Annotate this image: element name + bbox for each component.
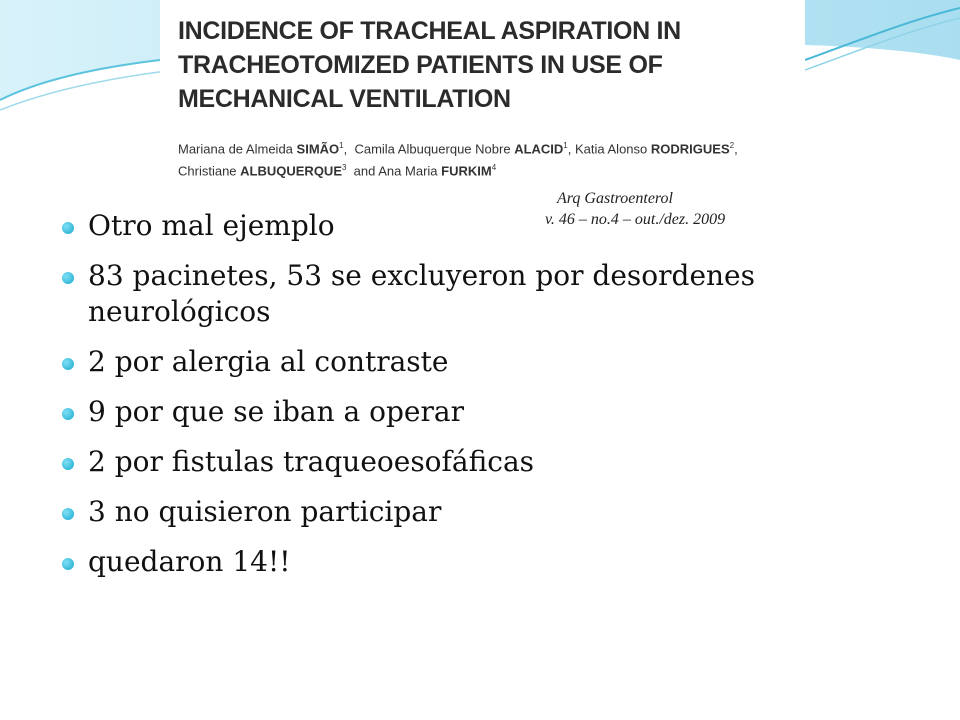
bullet-item	[62, 544, 802, 580]
bullet-text: quedaron 14!!	[88, 545, 291, 578]
authors-line-2: Christiane ALBUQUERQUE$^3$ and Ana Maria FURKIM$^4$	[178, 163, 497, 179]
author-last: FURKIM	[441, 163, 492, 179]
paper-title-line: INCIDENCE OF TRACHEAL ASPIRATION IN	[178, 17, 681, 45]
bullet-text: 2 por alergia al contraste	[88, 345, 449, 378]
bullet-text: 9 por que se iban a operar	[88, 395, 464, 428]
paper-header-image	[160, 0, 805, 200]
bullet-dot-icon	[62, 408, 74, 420]
bullet-item	[62, 208, 802, 244]
bullet-dot-icon	[62, 222, 74, 234]
author-sup: 1	[563, 141, 568, 150]
bullet-dot-icon	[62, 272, 74, 284]
author-first: Christiane	[178, 163, 237, 179]
author-sup: 4	[491, 163, 497, 173]
author-first: Ana Maria	[378, 163, 438, 179]
paper-authors	[178, 136, 787, 181]
bullet-item	[62, 258, 802, 330]
author-first: Camila Albuquerque Nobre	[354, 141, 511, 157]
bullet-dot-icon	[62, 508, 74, 520]
author-last: ALBUQUERQUE	[240, 163, 342, 179]
paper-title	[178, 14, 787, 116]
author-first: Katia Alonso	[574, 141, 648, 157]
author-first: Mariana de Almeida	[178, 141, 293, 157]
bullet-text: 2 por fistulas traqueoesofáficas	[88, 445, 535, 478]
author-last: RODRIGUES	[650, 141, 730, 157]
author-sup: 1	[339, 141, 344, 150]
authors-line-1: Mariana de Almeida SIMÃO$^1$, Camila Albuquerque Nobre ALACID$^1$, Katia Alonso RODRIGUES$^2$,	[178, 141, 738, 157]
author-sup: 3	[342, 163, 347, 173]
bullet-dot-icon	[62, 558, 74, 570]
citation-journal: Arq Gastroenterol	[557, 190, 673, 207]
paper-title-line: MECHANICAL VENTILATION	[178, 85, 511, 113]
bullet-item	[62, 444, 802, 480]
bullet-text: 3 no quisieron participar	[88, 495, 442, 528]
author-last: SIMÃO	[296, 141, 340, 157]
bullet-dot-icon	[62, 358, 74, 370]
bullet-item	[62, 494, 802, 530]
bullet-item	[62, 344, 802, 380]
bullet-text: Otro mal ejemplo	[88, 209, 335, 242]
paper-title-line: TRACHEOTOMIZED PATIENTS IN USE OF	[178, 51, 663, 79]
bullet-list	[62, 208, 802, 594]
citation-volume: v. 46 – no.4 – out./dez. 2009	[545, 211, 726, 228]
author-last: ALACID	[514, 141, 564, 157]
bullet-dot-icon	[62, 458, 74, 470]
bullet-text: 83 pacinetes, 53 se excluyeron por desordenes neurológicos	[88, 259, 755, 328]
bullet-item	[62, 394, 802, 430]
author-sup: 2	[729, 141, 735, 150]
